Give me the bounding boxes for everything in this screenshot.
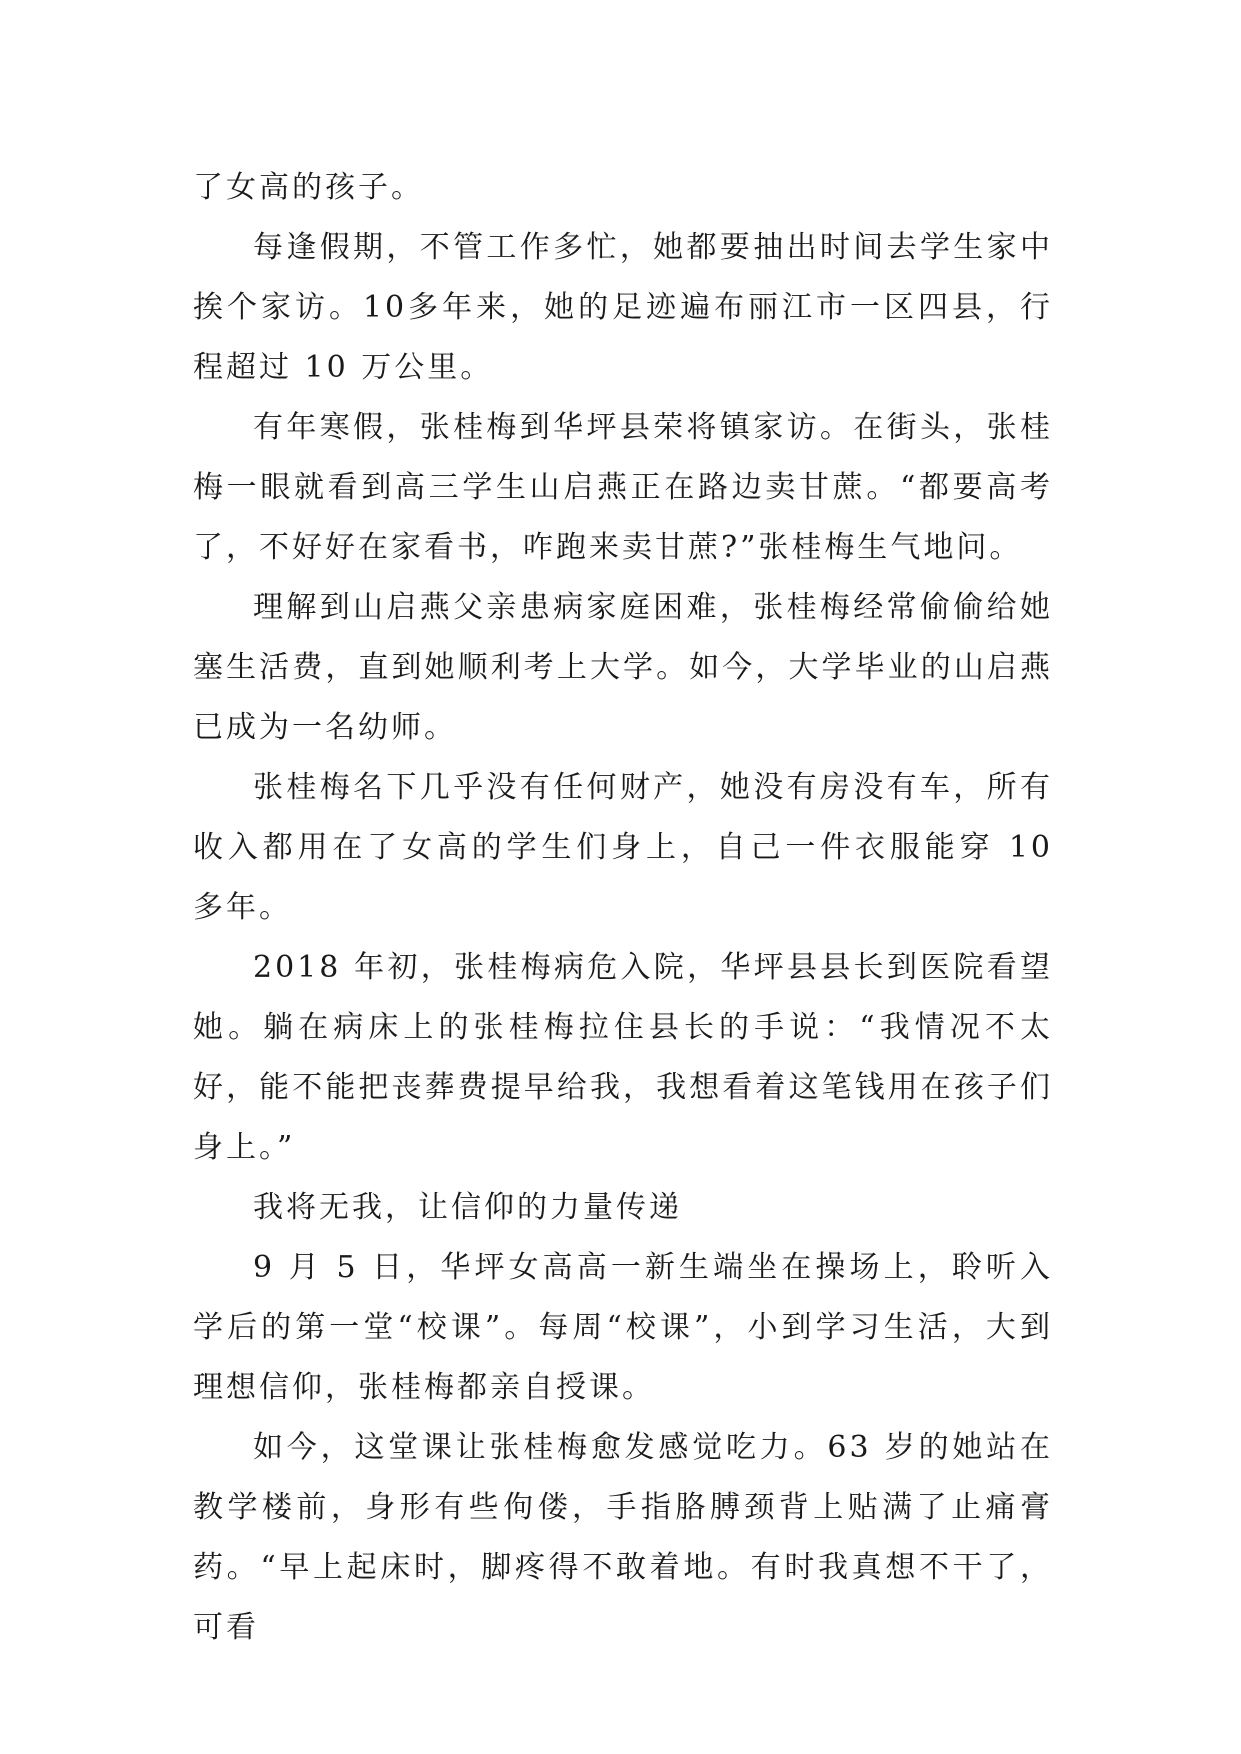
paragraph-home-visits: 每逢假期，不管工作多忙，她都要抽出时间去学生家中挨个家访。10多年来，她的足迹遍布丽江市一区四县，行程超过 10 万公里。 (193, 230, 1053, 385)
paragraph-winter-vacation: 有年寒假，张桂梅到华坪县荣将镇家访。在街头，张桂梅一眼就看到高三学生山启燕正在路边卖甘蔗。“都要高考了，不好好在家看书，咋跑来卖甘蔗?”张桂梅生气地问。 (193, 410, 1053, 565)
document-body (193, 158, 1053, 1658)
paragraph-effort: 如今，这堂课让张桂梅愈发感觉吃力。63 岁的她站在教学楼前，身形有些佝偻，手指胳膊颈背上贴满了止痛膏药。“早上起床时，脚疼得不敢着地。有时我真想不干了，可看 (193, 1430, 1053, 1645)
paragraph-hospital: 2018 年初，张桂梅病危入院，华坪县县长到医院看望她。躺在病床上的张桂梅拉住县长的手说：“我情况不太好，能不能把丧葬费提早给我，我想看着这笔钱用在孩子们身上。” (193, 950, 1053, 1165)
section-heading: 我将无我，让信仰的力量传递 (253, 1190, 682, 1225)
paragraph-shan-qiyan: 理解到山启燕父亲患病家庭困难，张桂梅经常偷偷给她塞生活费，直到她顺利考上大学。如今，大学毕业的山启燕已成为一名幼师。 (193, 590, 1053, 745)
paragraph-school-lesson: 9 月 5 日，华坪女高高一新生端坐在操场上，聆听入学后的第一堂“校课”。每周“校课”，小到学习生活，大到理想信仰，张桂梅都亲自授课。 (193, 1250, 1053, 1405)
paragraph-no-property: 张桂梅名下几乎没有任何财产，她没有房没有车，所有收入都用在了女高的学生们身上，自己一件衣服能穿 10 多年。 (193, 770, 1053, 925)
paragraph-continuation: 了女高的孩子。 (193, 170, 424, 205)
